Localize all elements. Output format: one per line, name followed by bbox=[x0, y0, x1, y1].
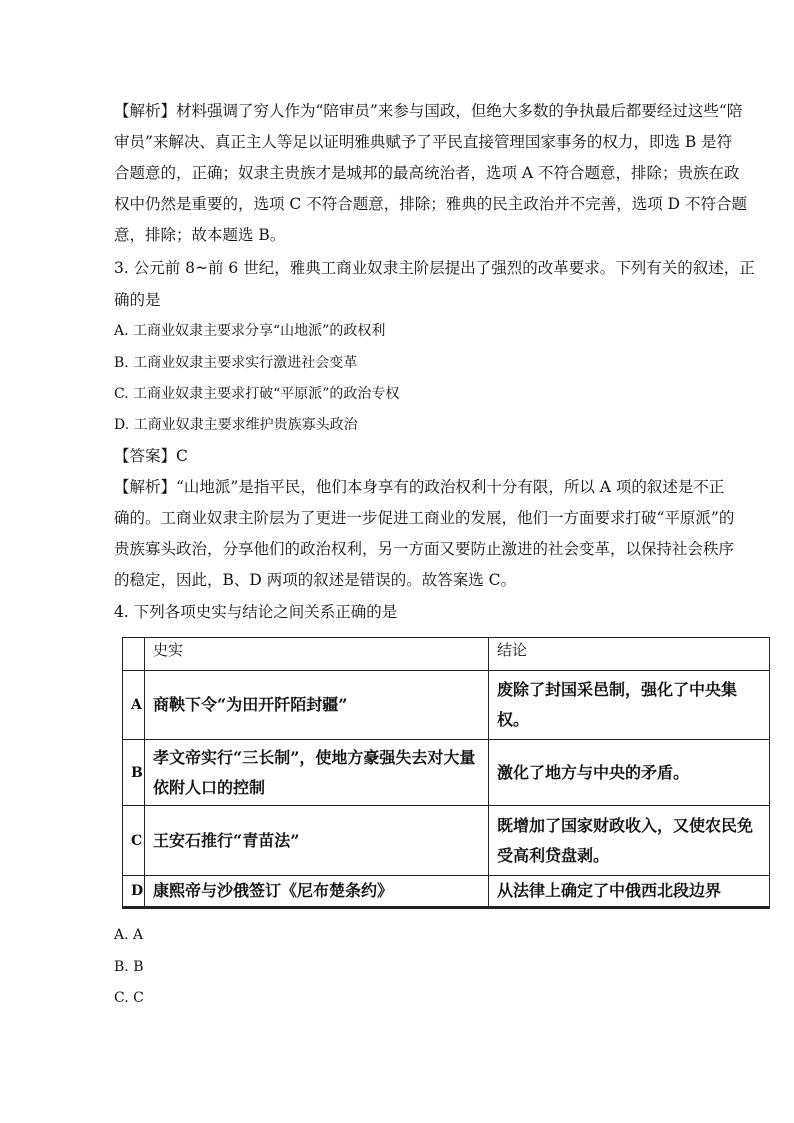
table-row bbox=[123, 740, 770, 806]
q3-option-b: B. 工商业奴隶主要求实行激进社会变革 bbox=[114, 355, 358, 371]
q2-analysis-line-2: 审员”来解决、真正主人等足以证明雅典赋予了平民直接管理国家事务的权力，即选 B 是符 bbox=[114, 133, 733, 151]
table-header-label bbox=[123, 638, 145, 671]
q2-analysis-line-3: 合题意的，正确；奴隶主贵族才是城邦的最高统治者，选项 A 不符合题意，排除；贵族在政 bbox=[114, 164, 740, 182]
row-fact: 商鞅下令“为田开阡陌封疆” bbox=[145, 671, 489, 740]
table-header-conclusion: 结论 bbox=[489, 638, 770, 671]
q3-answer: 【答案】C bbox=[114, 447, 188, 465]
row-label: A bbox=[123, 671, 145, 740]
row-conclusion: 废除了封国采邑制，强化了中央集权。 bbox=[489, 671, 770, 740]
q3-option-c: C. 工商业奴隶主要求打破“平原派”的政治专权 bbox=[114, 386, 400, 402]
row-conclusion: 激化了地方与中央的矛盾。 bbox=[489, 740, 770, 806]
q4-stem: 4. 下列各项史实与结论之间关系正确的是 bbox=[114, 603, 398, 621]
q2-analysis-line-5: 意，排除；故本题选 B。 bbox=[114, 226, 286, 244]
row-label: B bbox=[123, 740, 145, 806]
q3-option-d: D. 工商业奴隶主要求维护贵族寡头政治 bbox=[114, 417, 358, 433]
q4-option-c: C. C bbox=[114, 990, 144, 1006]
table-row bbox=[123, 671, 770, 740]
row-conclusion: 既增加了国家财政收入，又使农民免受高利贷盘剥。 bbox=[489, 806, 770, 876]
row-conclusion: 从法律上确定了中俄西北段边界 bbox=[489, 876, 770, 908]
q2-analysis-line-1: 【解析】材料强调了穷人作为“陪审员”来参与国政，但绝大多数的争执最后都要经过这些“陪 bbox=[114, 102, 743, 120]
q3-analysis-line-3: 贵族寡头政治，分享他们的政治权利，另一方面又要防止激进的社会变革，以保持社会秩序 bbox=[114, 540, 735, 558]
q4-option-b: B. B bbox=[114, 959, 144, 975]
table-row bbox=[123, 806, 770, 876]
q4-option-a: A. A bbox=[114, 927, 144, 943]
q3-analysis-line-2: 确的。工商业奴隶主阶层为了更进一步促进工商业的发展，他们一方面要求打破“平原派”的 bbox=[114, 509, 735, 527]
q3-stem-line-2: 确的是 bbox=[114, 291, 161, 309]
q3-option-a: A. 工商业奴隶主要求分享“山地派”的政权利 bbox=[114, 323, 386, 339]
q3-analysis-line-4: 的稳定，因此，B、D 两项的叙述是错误的。故答案选 C。 bbox=[114, 571, 517, 589]
row-label: D bbox=[123, 876, 145, 908]
q3-stem-line-1: 3. 公元前 8~前 6 世纪，雅典工商业奴隶主阶层提出了强烈的改革要求。下列有关的叙述，正 bbox=[114, 259, 755, 277]
row-fact: 康熙帝与沙俄签订《尼布楚条约》 bbox=[145, 876, 489, 908]
history-facts-table bbox=[122, 637, 770, 909]
q2-analysis-line-4: 权中仍然是重要的，选项 C 不符合题意，排除；雅典的民主政治并不完善，选项 D 不符合题 bbox=[114, 195, 747, 213]
row-fact: 王安石推行“青苗法” bbox=[145, 806, 489, 876]
table-header-fact: 史实 bbox=[145, 638, 489, 671]
q3-analysis-line-1: 【解析】“山地派”是指平民，他们本身享有的政治权利十分有限，所以 A 项的叙述是不正 bbox=[114, 478, 725, 496]
row-fact: 孝文帝实行“三长制”，使地方豪强失去对大量依附人口的控制 bbox=[145, 740, 489, 806]
row-label: C bbox=[123, 806, 145, 876]
table-row bbox=[123, 876, 770, 908]
table-header-row bbox=[123, 638, 770, 671]
